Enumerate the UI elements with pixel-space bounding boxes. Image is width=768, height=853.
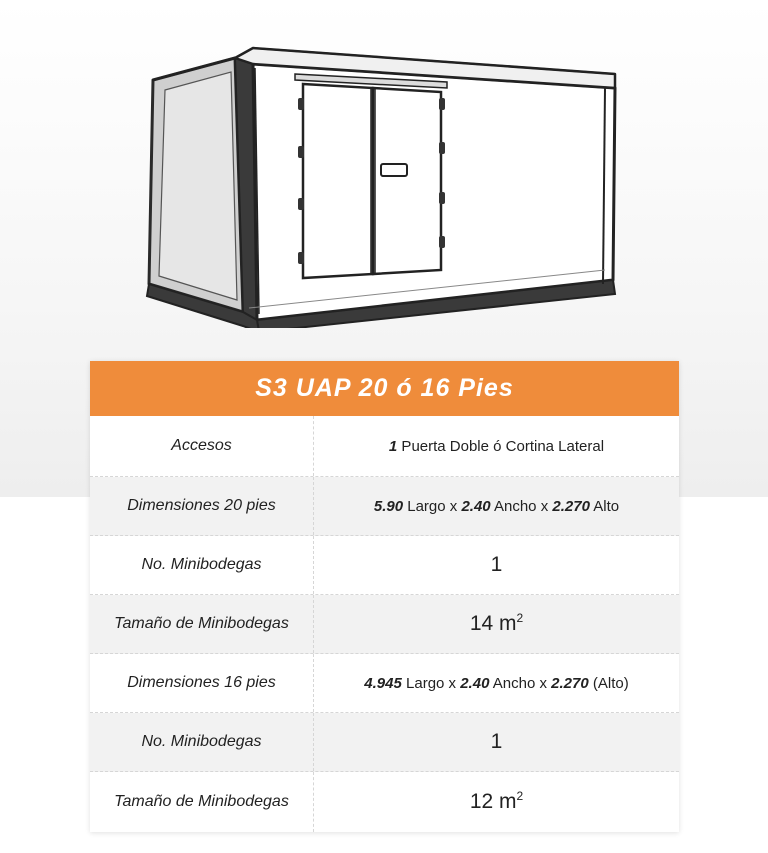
row-label: No. Minibodegas xyxy=(90,713,314,771)
value-text: (Alto) xyxy=(588,674,629,692)
value-number: 5.90 xyxy=(373,497,404,515)
row-label: Tamaño de Minibodegas xyxy=(90,595,314,653)
value-text: 1 xyxy=(490,730,503,753)
table-row xyxy=(90,477,679,536)
value-text: Ancho x xyxy=(490,497,553,515)
row-value xyxy=(314,416,679,476)
value-text: Puerta Doble ó Cortina Lateral xyxy=(397,437,605,455)
value-number: 2.40 xyxy=(461,497,491,515)
row-value xyxy=(314,772,679,832)
row-value xyxy=(314,536,679,594)
table-row xyxy=(90,536,679,595)
table-row xyxy=(90,416,679,477)
value-number: 2.270 xyxy=(552,497,590,515)
row-value xyxy=(314,595,679,653)
table-row xyxy=(90,595,679,654)
row-label: Accesos xyxy=(90,416,314,476)
value-text: Largo x xyxy=(401,674,461,692)
value-text: Alto xyxy=(589,497,620,515)
value-text: 12 m xyxy=(469,790,517,813)
value-number: 4.945 xyxy=(364,674,402,692)
row-value xyxy=(314,654,679,712)
table-row xyxy=(90,654,679,713)
value-number: 2.40 xyxy=(460,674,490,692)
value-number: 2.270 xyxy=(551,674,589,692)
value-text: 1 xyxy=(490,553,503,576)
specs-table xyxy=(90,361,679,832)
row-value xyxy=(314,713,679,771)
storage-container-icon xyxy=(135,38,635,328)
value-superscript: 2 xyxy=(516,789,524,803)
row-value xyxy=(314,477,679,535)
value-text: 14 m xyxy=(469,612,517,635)
table-row xyxy=(90,772,679,832)
value-text: Ancho x xyxy=(489,674,552,692)
value-number: 1 xyxy=(388,437,398,455)
row-label: No. Minibodegas xyxy=(90,536,314,594)
value-superscript: 2 xyxy=(516,611,524,625)
specs-title: S3 UAP 20 ó 16 Pies xyxy=(90,361,679,416)
value-text: Largo x xyxy=(403,497,462,515)
row-label: Dimensiones 16 pies xyxy=(90,654,314,712)
row-label: Dimensiones 20 pies xyxy=(90,477,314,535)
row-label: Tamaño de Minibodegas xyxy=(90,772,314,832)
table-row xyxy=(90,713,679,772)
